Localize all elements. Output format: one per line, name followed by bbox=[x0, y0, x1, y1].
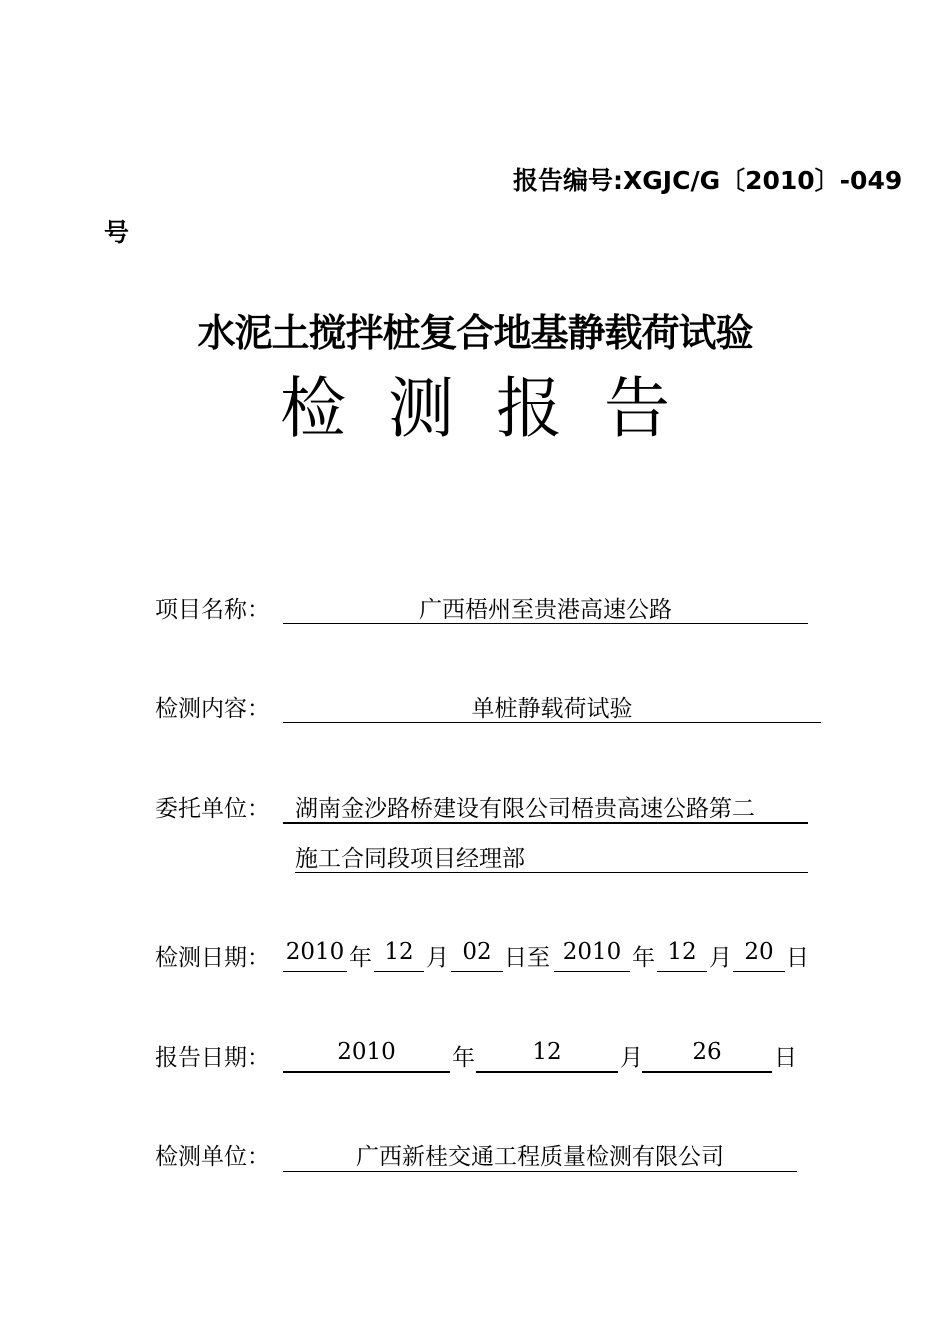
test-end-month-unit: 月 bbox=[709, 945, 732, 971]
testing-org-value: 广西新桂交通工程质量检测有限公司 bbox=[356, 1144, 724, 1170]
report-month-underline bbox=[476, 1071, 618, 1073]
project-name-label: 项目名称： bbox=[155, 597, 270, 623]
test-end-year-underline bbox=[554, 971, 630, 972]
report-number: 报告编号:XGJC/G〔2010〕-049 bbox=[513, 166, 903, 195]
report-month-unit: 月 bbox=[620, 1045, 643, 1071]
report-year-unit: 年 bbox=[452, 1045, 475, 1071]
testing-org-underline bbox=[283, 1171, 797, 1172]
test-start-year: 2010 bbox=[285, 939, 345, 965]
client-value-line1: 湖南金沙路桥建设有限公司梧贵高速公路第二 bbox=[295, 796, 755, 822]
test-end-year-unit: 年 bbox=[632, 945, 655, 971]
test-start-month-underline bbox=[374, 971, 424, 972]
test-content-value: 单桩静载荷试验 bbox=[471, 696, 633, 722]
report-number-suffix: 号 bbox=[104, 218, 130, 247]
test-content-underline bbox=[283, 722, 821, 723]
test-start-year-unit: 年 bbox=[349, 945, 372, 971]
document-subtitle: 检测报告 bbox=[280, 370, 712, 447]
report-year: 2010 bbox=[337, 1039, 396, 1065]
testing-org-label: 检测单位： bbox=[155, 1144, 270, 1170]
report-day-underline bbox=[642, 1071, 772, 1073]
test-end-month-underline bbox=[657, 971, 707, 972]
project-name-underline bbox=[283, 623, 808, 624]
report-date-label: 报告日期： bbox=[155, 1045, 270, 1071]
project-name-value: 广西梧州至贵港高速公路 bbox=[419, 597, 672, 623]
test-end-day-unit: 日 bbox=[786, 945, 809, 971]
test-start-month-unit: 月 bbox=[426, 945, 449, 971]
client-label: 委托单位： bbox=[155, 796, 270, 822]
test-content-label: 检测内容： bbox=[155, 696, 270, 722]
test-end-year: 2010 bbox=[562, 939, 622, 965]
report-day-unit: 日 bbox=[774, 1045, 797, 1071]
test-start-year-underline bbox=[283, 971, 347, 972]
client-value-line2: 施工合同段项目经理部 bbox=[295, 846, 525, 872]
test-start-month: 12 bbox=[384, 939, 414, 965]
test-end-day-underline bbox=[733, 971, 785, 972]
document-title: 水泥土搅拌桩复合地基静载荷试验 bbox=[197, 311, 753, 355]
test-end-month: 12 bbox=[667, 939, 697, 965]
report-day: 26 bbox=[692, 1039, 722, 1065]
test-date-label: 检测日期： bbox=[155, 945, 270, 971]
report-month: 12 bbox=[532, 1039, 562, 1065]
test-start-day-underline bbox=[451, 971, 503, 972]
client-underline-1 bbox=[283, 822, 808, 824]
report-year-underline bbox=[283, 1071, 450, 1073]
test-start-day: 02 bbox=[462, 939, 492, 965]
test-date-to: 日至 bbox=[504, 945, 550, 971]
client-underline-2 bbox=[295, 872, 808, 873]
test-end-day: 20 bbox=[744, 939, 774, 965]
